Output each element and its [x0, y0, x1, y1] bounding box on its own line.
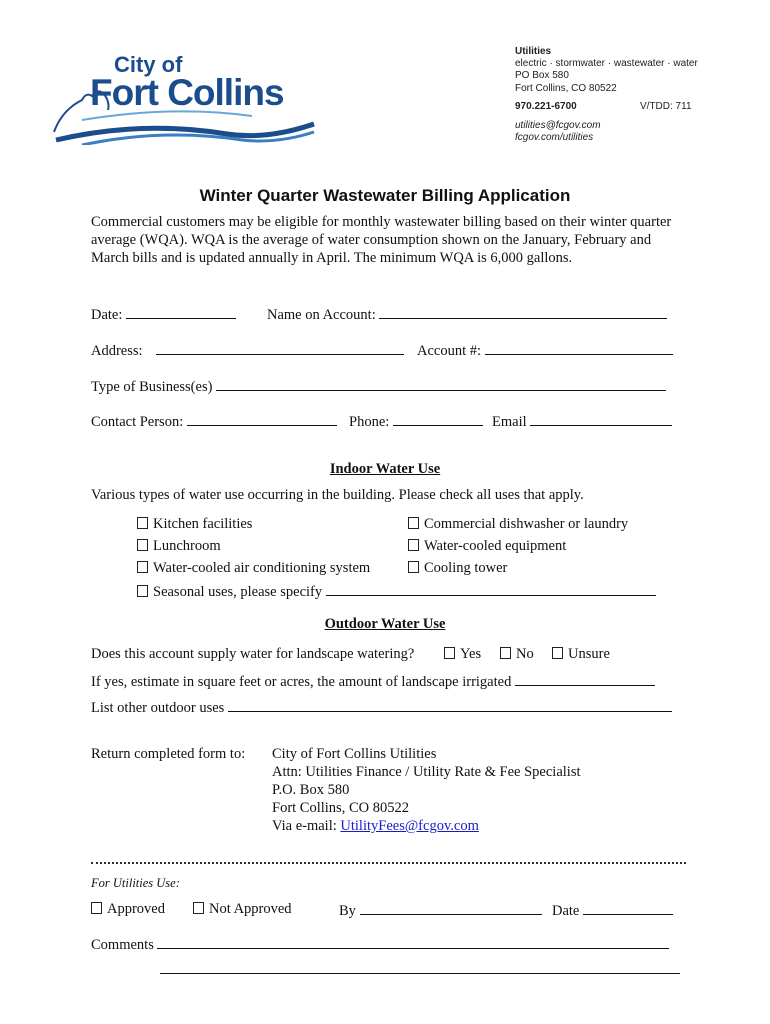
return-email-link[interactable]: UtilityFees@fcgov.com	[340, 818, 479, 834]
office-use-label: For Utilities Use:	[91, 876, 180, 890]
landscape-estimate-field[interactable]	[91, 671, 655, 691]
kitchen-label: Kitchen facilities	[153, 516, 253, 532]
date-field[interactable]	[91, 304, 236, 324]
return-email-prefix: Via e-mail:	[272, 818, 341, 834]
checkbox-icon[interactable]	[408, 539, 419, 551]
name-on-account-field[interactable]	[267, 304, 667, 324]
approval-date-label: Date	[552, 903, 580, 919]
checkbox-yes[interactable]	[444, 645, 481, 663]
return-address	[272, 745, 581, 835]
form-intro: Commercial customers may be eligible for monthly wastewater billing based on their winter quarter average (WQA). WQA is the average of water consumption shown on the January, February and March bills and is updated annually in April. The minimum WQA is 6,000 gallons.	[91, 214, 672, 266]
checkbox-unsure[interactable]	[552, 645, 610, 663]
utilities-website[interactable]: fcgov.com/utilities	[515, 132, 594, 144]
comments-field[interactable]	[91, 934, 669, 954]
contact-person-label: Contact Person:	[91, 414, 184, 430]
business-type-field[interactable]	[91, 376, 666, 396]
other-outdoor-uses-label: List other outdoor uses	[91, 700, 225, 716]
indoor-instruction: Various types of water use occurring in the building. Please check all uses that apply.	[91, 487, 584, 503]
return-attn: Attn: Utilities Finance / Utility Rate & Fee Specialist	[272, 764, 581, 780]
business-type-label: Type of Business(es)	[91, 379, 213, 395]
utilities-city: Fort Collins, CO 80522	[515, 82, 617, 94]
checkbox-no[interactable]	[500, 645, 534, 663]
outdoor-heading: Outdoor Water Use	[324, 616, 446, 632]
checkbox-dishwasher[interactable]	[408, 515, 628, 533]
checkbox-icon[interactable]	[91, 902, 102, 914]
checkbox-not-approved[interactable]	[193, 900, 292, 918]
logo-city-text: City of	[114, 52, 183, 77]
approved-by-label: By	[339, 903, 356, 919]
return-email-line	[272, 817, 581, 835]
date-label: Date:	[91, 307, 123, 323]
account-number-field[interactable]	[417, 340, 673, 360]
air-conditioning-label: Water-cooled air conditioning system	[153, 560, 371, 576]
cooling-tower-label: Cooling tower	[424, 560, 508, 576]
checkbox-icon[interactable]	[137, 517, 148, 529]
checkbox-icon[interactable]	[408, 561, 419, 573]
utilities-tdd: V/TDD: 711	[640, 100, 692, 112]
return-label: Return completed form to:	[91, 746, 246, 762]
phone-field[interactable]	[349, 411, 483, 431]
utilities-contact	[515, 46, 698, 144]
utilities-po-box: PO Box 580	[515, 70, 569, 82]
comments-line-2[interactable]	[160, 973, 680, 974]
yes-label: Yes	[460, 646, 482, 662]
checkbox-air-conditioning[interactable]	[137, 559, 370, 577]
checkbox-icon[interactable]	[444, 647, 455, 659]
approved-label: Approved	[107, 901, 165, 917]
utilities-email[interactable]: utilities@fcgov.com	[515, 119, 601, 131]
return-org: City of Fort Collins Utilities	[272, 746, 437, 762]
utilities-services: electric · stormwater · wastewater · water	[515, 58, 698, 70]
lunchroom-label: Lunchroom	[153, 538, 221, 554]
landscape-question: Does this account supply water for landscape watering?	[91, 646, 415, 662]
other-outdoor-uses-field[interactable]	[91, 697, 672, 717]
city-logo	[52, 50, 322, 145]
address-label: Address:	[91, 343, 143, 359]
dishwasher-label: Commercial dishwasher or laundry	[424, 516, 629, 532]
checkbox-icon[interactable]	[500, 647, 511, 659]
landscape-estimate-label: If yes, estimate in square feet or acres, the amount of landscape irrigated	[91, 674, 512, 690]
email-label: Email	[492, 414, 527, 430]
email-field[interactable]	[492, 411, 672, 431]
dotted-divider	[91, 862, 686, 864]
approval-date-field[interactable]	[552, 900, 673, 920]
logo-name-text: Fort Collins	[90, 72, 284, 113]
checkbox-cooling-tower[interactable]	[408, 559, 507, 577]
checkbox-icon[interactable]	[193, 902, 204, 914]
approved-by-field[interactable]	[339, 900, 542, 920]
return-city: Fort Collins, CO 80522	[272, 800, 409, 816]
return-po-box: P.O. Box 580	[272, 782, 350, 798]
checkbox-icon[interactable]	[137, 539, 148, 551]
utilities-title: Utilities	[515, 46, 552, 57]
checkbox-icon[interactable]	[137, 561, 148, 573]
no-label: No	[516, 646, 534, 662]
seasonal-label: Seasonal uses, please specify	[153, 584, 323, 600]
checkbox-equipment[interactable]	[408, 537, 566, 555]
checkbox-approved[interactable]	[91, 900, 165, 918]
form-title: Winter Quarter Wastewater Billing Application	[199, 186, 571, 205]
name-on-account-label: Name on Account:	[267, 307, 376, 323]
unsure-label: Unsure	[568, 646, 610, 662]
contact-person-field[interactable]	[91, 411, 337, 431]
account-number-label: Account #:	[417, 343, 482, 359]
checkbox-kitchen[interactable]	[137, 515, 252, 533]
indoor-heading: Indoor Water Use	[329, 461, 441, 477]
checkbox-icon[interactable]	[552, 647, 563, 659]
checkbox-seasonal[interactable]	[137, 581, 656, 601]
checkbox-lunchroom[interactable]	[137, 537, 221, 555]
utilities-phone: 970.221-6700	[515, 100, 577, 112]
equipment-label: Water-cooled equipment	[424, 538, 567, 554]
not-approved-label: Not Approved	[209, 901, 292, 917]
address-field[interactable]	[91, 340, 404, 360]
checkbox-icon[interactable]	[137, 585, 148, 597]
checkbox-icon[interactable]	[408, 517, 419, 529]
comments-label: Comments	[91, 937, 154, 953]
phone-label: Phone:	[349, 414, 390, 430]
